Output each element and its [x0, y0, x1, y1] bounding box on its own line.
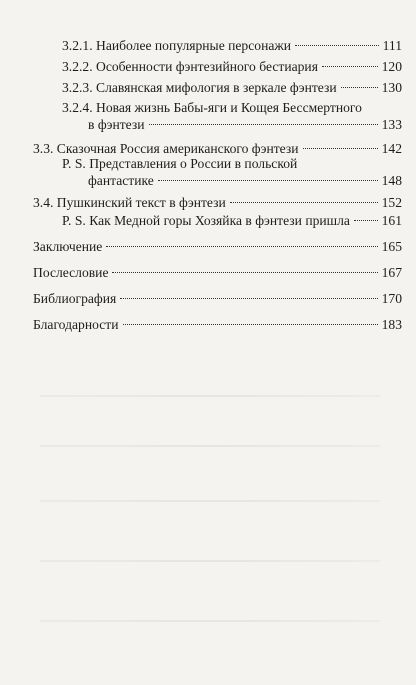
toc-title: Особенности фэнтезийного бестиария: [96, 59, 318, 74]
toc-number: 3.2.1.: [62, 38, 93, 53]
toc-title: Благодарности: [33, 317, 119, 332]
toc-number: 3.3.: [33, 141, 54, 156]
dot-leader: [112, 272, 377, 273]
toc-page-number: 133: [381, 117, 402, 132]
toc-title: Славянская мифология в зеркале фэнтези: [96, 80, 337, 95]
toc-title: Пушкинский текст в фэнтези: [56, 195, 226, 210]
toc-number: P. S.: [62, 156, 86, 171]
toc-page-number: 183: [381, 317, 402, 332]
bleed-through-line: [40, 620, 380, 622]
toc-title-continued: фантастике: [88, 173, 154, 188]
toc-page-number: 130: [381, 80, 402, 95]
toc-page-number: 167: [381, 265, 402, 280]
toc-number: 3.2.3.: [62, 80, 93, 95]
toc-title: Представления о России в польской: [89, 156, 298, 171]
toc-title: Библиография: [33, 291, 117, 306]
dot-leader: [120, 298, 377, 299]
toc-number: P. S.: [62, 213, 86, 228]
dot-leader: [230, 202, 378, 203]
bleed-through-line: [40, 560, 380, 562]
toc-page-number: 142: [381, 141, 402, 156]
toc-page-number: 148: [381, 173, 402, 188]
dot-leader: [354, 220, 378, 221]
toc-title: Новая жизнь Бабы-яги и Кощея Бессмертного: [96, 100, 362, 115]
toc-number: 3.4.: [33, 195, 54, 210]
dot-leader: [303, 148, 378, 149]
toc-page-number: 111: [382, 38, 402, 53]
toc-title: Наиболее популярные персонажи: [96, 38, 292, 53]
bleed-through-line: [40, 395, 380, 397]
toc-page-number: 152: [381, 195, 402, 210]
dot-leader: [106, 246, 377, 247]
toc-title: Сказочная Россия американского фэнтези: [56, 141, 299, 156]
bleed-through-line: [40, 445, 380, 447]
toc-page-number: 120: [381, 59, 402, 74]
dot-leader: [295, 45, 379, 46]
dot-leader: [322, 66, 378, 67]
toc-page-number: 165: [381, 239, 402, 254]
toc-number: 3.2.4.: [62, 100, 93, 115]
toc-number: 3.2.2.: [62, 59, 93, 74]
toc-page-number: 161: [381, 213, 402, 228]
bleed-through-line: [40, 500, 380, 502]
toc-title-continued: в фэнтези: [88, 117, 145, 132]
dot-leader: [341, 87, 378, 88]
dot-leader: [149, 124, 378, 125]
toc-title: Послесловие: [33, 265, 109, 280]
dot-leader: [158, 180, 378, 181]
toc-title: Заключение: [33, 239, 103, 254]
toc-title: Как Медной горы Хозяйка в фэнтези пришла: [89, 213, 350, 228]
dot-leader: [123, 324, 378, 325]
toc-page-number: 170: [381, 291, 402, 306]
